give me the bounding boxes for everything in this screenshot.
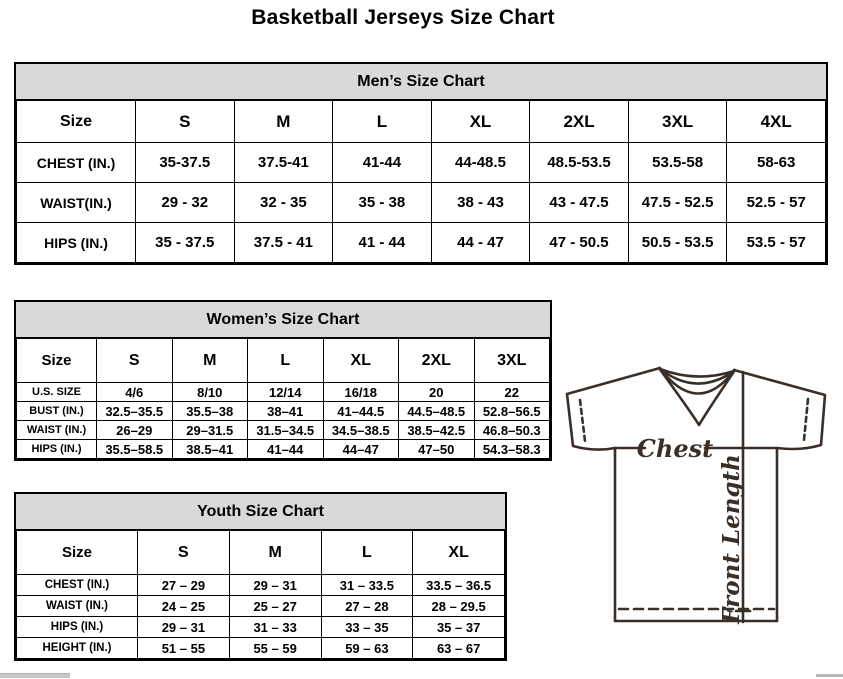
size-value-cell: 29 - 32 bbox=[136, 183, 235, 223]
size-value-cell: 41–44.5 bbox=[323, 402, 399, 421]
table-row bbox=[17, 183, 826, 223]
size-column-header: XL bbox=[431, 101, 530, 143]
size-value-cell: 22 bbox=[474, 383, 550, 402]
header-row bbox=[17, 531, 505, 575]
row-label: WAIST (IN.) bbox=[17, 596, 138, 617]
row-label: U.S. SIZE bbox=[17, 383, 97, 402]
page-title: Basketball Jerseys Size Chart bbox=[251, 6, 555, 29]
table-row bbox=[17, 638, 505, 659]
size-value-cell: 12/14 bbox=[248, 383, 324, 402]
size-column-header: M bbox=[229, 531, 321, 575]
size-value-cell: 35 - 38 bbox=[333, 183, 432, 223]
table-row bbox=[17, 402, 550, 421]
size-value-cell: 31.5–34.5 bbox=[248, 421, 324, 440]
row-label: HIPS (IN.) bbox=[17, 223, 136, 263]
jersey-body-outline bbox=[567, 368, 825, 621]
horizontal-scrollbar-thumb[interactable] bbox=[0, 673, 70, 678]
size-value-cell: 24 – 25 bbox=[138, 596, 230, 617]
size-table bbox=[16, 530, 505, 659]
size-value-cell: 35-37.5 bbox=[136, 143, 235, 183]
front-length-label: Front Length bbox=[718, 454, 745, 624]
size-value-cell: 38 - 43 bbox=[431, 183, 530, 223]
size-value-cell: 41-44 bbox=[333, 143, 432, 183]
left-cuff-stitch-line bbox=[580, 400, 585, 441]
size-value-cell: 54.3–58.3 bbox=[474, 440, 550, 459]
size-value-cell: 4/6 bbox=[97, 383, 173, 402]
womens-size-table bbox=[16, 338, 550, 459]
size-value-cell: 31 – 33 bbox=[229, 617, 321, 638]
size-value-cell: 47 - 50.5 bbox=[530, 223, 629, 263]
size-value-cell: 26–29 bbox=[97, 421, 173, 440]
size-value-cell: 34.5–38.5 bbox=[323, 421, 399, 440]
size-value-cell: 29 – 31 bbox=[229, 575, 321, 596]
size-value-cell: 25 – 27 bbox=[229, 596, 321, 617]
size-value-cell: 63 – 67 bbox=[413, 638, 505, 659]
size-value-cell: 47–50 bbox=[399, 440, 475, 459]
size-value-cell: 51 – 55 bbox=[138, 638, 230, 659]
right-cuff-stitch-line bbox=[804, 399, 808, 440]
size-column-header: XL bbox=[323, 339, 399, 383]
size-value-cell: 20 bbox=[399, 383, 475, 402]
size-header-cell: Size bbox=[17, 101, 136, 143]
size-value-cell: 8/10 bbox=[172, 383, 248, 402]
row-label: CHEST (IN.) bbox=[17, 143, 136, 183]
size-value-cell: 37.5 - 41 bbox=[234, 223, 333, 263]
size-column-header: L bbox=[248, 339, 324, 383]
size-header-cell: Size bbox=[17, 339, 97, 383]
size-value-cell: 53.5-58 bbox=[628, 143, 727, 183]
table-row bbox=[17, 440, 550, 459]
size-value-cell: 37.5-41 bbox=[234, 143, 333, 183]
table-row bbox=[17, 223, 826, 263]
size-value-cell: 52.8–56.5 bbox=[474, 402, 550, 421]
size-value-cell: 16/18 bbox=[323, 383, 399, 402]
size-value-cell: 55 – 59 bbox=[229, 638, 321, 659]
size-value-cell: 41 - 44 bbox=[333, 223, 432, 263]
size-value-cell: 38.5–42.5 bbox=[399, 421, 475, 440]
jersey-measurement-diagram bbox=[553, 361, 843, 631]
size-column-header: 2XL bbox=[530, 101, 629, 143]
womens-size-chart bbox=[14, 300, 552, 461]
size-column-header: 4XL bbox=[727, 101, 826, 143]
size-column-header: 3XL bbox=[474, 339, 550, 383]
size-value-cell: 32 - 35 bbox=[234, 183, 333, 223]
size-column-header: 3XL bbox=[628, 101, 727, 143]
youth-size-table bbox=[16, 530, 505, 659]
table-row bbox=[17, 143, 826, 183]
size-table bbox=[16, 338, 550, 459]
row-label: WAIST(IN.) bbox=[17, 183, 136, 223]
size-column-header: L bbox=[333, 101, 432, 143]
jersey-diagram-svg bbox=[553, 361, 843, 631]
size-value-cell: 44–47 bbox=[323, 440, 399, 459]
size-header-cell: Size bbox=[17, 531, 138, 575]
table-row bbox=[17, 617, 505, 638]
womens-chart-title: Women’s Size Chart bbox=[16, 302, 550, 338]
size-value-cell: 43 - 47.5 bbox=[530, 183, 629, 223]
scrollbar-fragment[interactable] bbox=[816, 674, 843, 677]
youth-chart-title: Youth Size Chart bbox=[16, 494, 505, 530]
size-value-cell: 50.5 - 53.5 bbox=[628, 223, 727, 263]
youth-size-chart bbox=[14, 492, 507, 661]
size-value-cell: 31 – 33.5 bbox=[321, 575, 413, 596]
size-value-cell: 35 - 37.5 bbox=[136, 223, 235, 263]
size-value-cell: 44.5–48.5 bbox=[399, 402, 475, 421]
size-column-header: L bbox=[321, 531, 413, 575]
size-value-cell: 27 – 28 bbox=[321, 596, 413, 617]
size-value-cell: 38–41 bbox=[248, 402, 324, 421]
size-column-header: M bbox=[234, 101, 333, 143]
size-value-cell: 59 – 63 bbox=[321, 638, 413, 659]
size-column-header: S bbox=[136, 101, 235, 143]
size-column-header: M bbox=[172, 339, 248, 383]
size-table bbox=[16, 100, 826, 263]
size-value-cell: 58-63 bbox=[727, 143, 826, 183]
size-value-cell: 33.5 – 36.5 bbox=[413, 575, 505, 596]
size-value-cell: 48.5-53.5 bbox=[530, 143, 629, 183]
size-column-header: S bbox=[97, 339, 173, 383]
size-value-cell: 44 - 47 bbox=[431, 223, 530, 263]
table-row bbox=[17, 421, 550, 440]
row-label: CHEST (IN.) bbox=[17, 575, 138, 596]
size-value-cell: 52.5 - 57 bbox=[727, 183, 826, 223]
size-value-cell: 35.5–38 bbox=[172, 402, 248, 421]
table-row bbox=[17, 383, 550, 402]
table-row bbox=[17, 596, 505, 617]
row-label: HIPS (IN.) bbox=[17, 617, 138, 638]
size-value-cell: 35.5–58.5 bbox=[97, 440, 173, 459]
size-value-cell: 28 – 29.5 bbox=[413, 596, 505, 617]
mens-size-table bbox=[16, 100, 826, 263]
row-label: BUST (IN.) bbox=[17, 402, 97, 421]
size-value-cell: 27 – 29 bbox=[138, 575, 230, 596]
row-label: HIPS (IN.) bbox=[17, 440, 97, 459]
row-label: HEIGHT (IN.) bbox=[17, 638, 138, 659]
size-value-cell: 38.5–41 bbox=[172, 440, 248, 459]
size-value-cell: 41–44 bbox=[248, 440, 324, 459]
size-value-cell: 47.5 - 52.5 bbox=[628, 183, 727, 223]
size-value-cell: 29–31.5 bbox=[172, 421, 248, 440]
size-value-cell: 44-48.5 bbox=[431, 143, 530, 183]
jersey-outline bbox=[567, 368, 825, 622]
header-row bbox=[17, 101, 826, 143]
size-value-cell: 33 – 35 bbox=[321, 617, 413, 638]
size-column-header: XL bbox=[413, 531, 505, 575]
mens-chart-title: Men’s Size Chart bbox=[16, 64, 826, 100]
size-value-cell: 29 – 31 bbox=[138, 617, 230, 638]
mens-size-chart bbox=[14, 62, 828, 265]
size-value-cell: 32.5–35.5 bbox=[97, 402, 173, 421]
table-row bbox=[17, 575, 505, 596]
size-value-cell: 35 – 37 bbox=[413, 617, 505, 638]
size-value-cell: 53.5 - 57 bbox=[727, 223, 826, 263]
size-column-header: S bbox=[138, 531, 230, 575]
chest-label: Chest bbox=[636, 434, 714, 463]
row-label: WAIST (IN.) bbox=[17, 421, 97, 440]
size-column-header: 2XL bbox=[399, 339, 475, 383]
size-value-cell: 46.8–50.3 bbox=[474, 421, 550, 440]
header-row bbox=[17, 339, 550, 383]
